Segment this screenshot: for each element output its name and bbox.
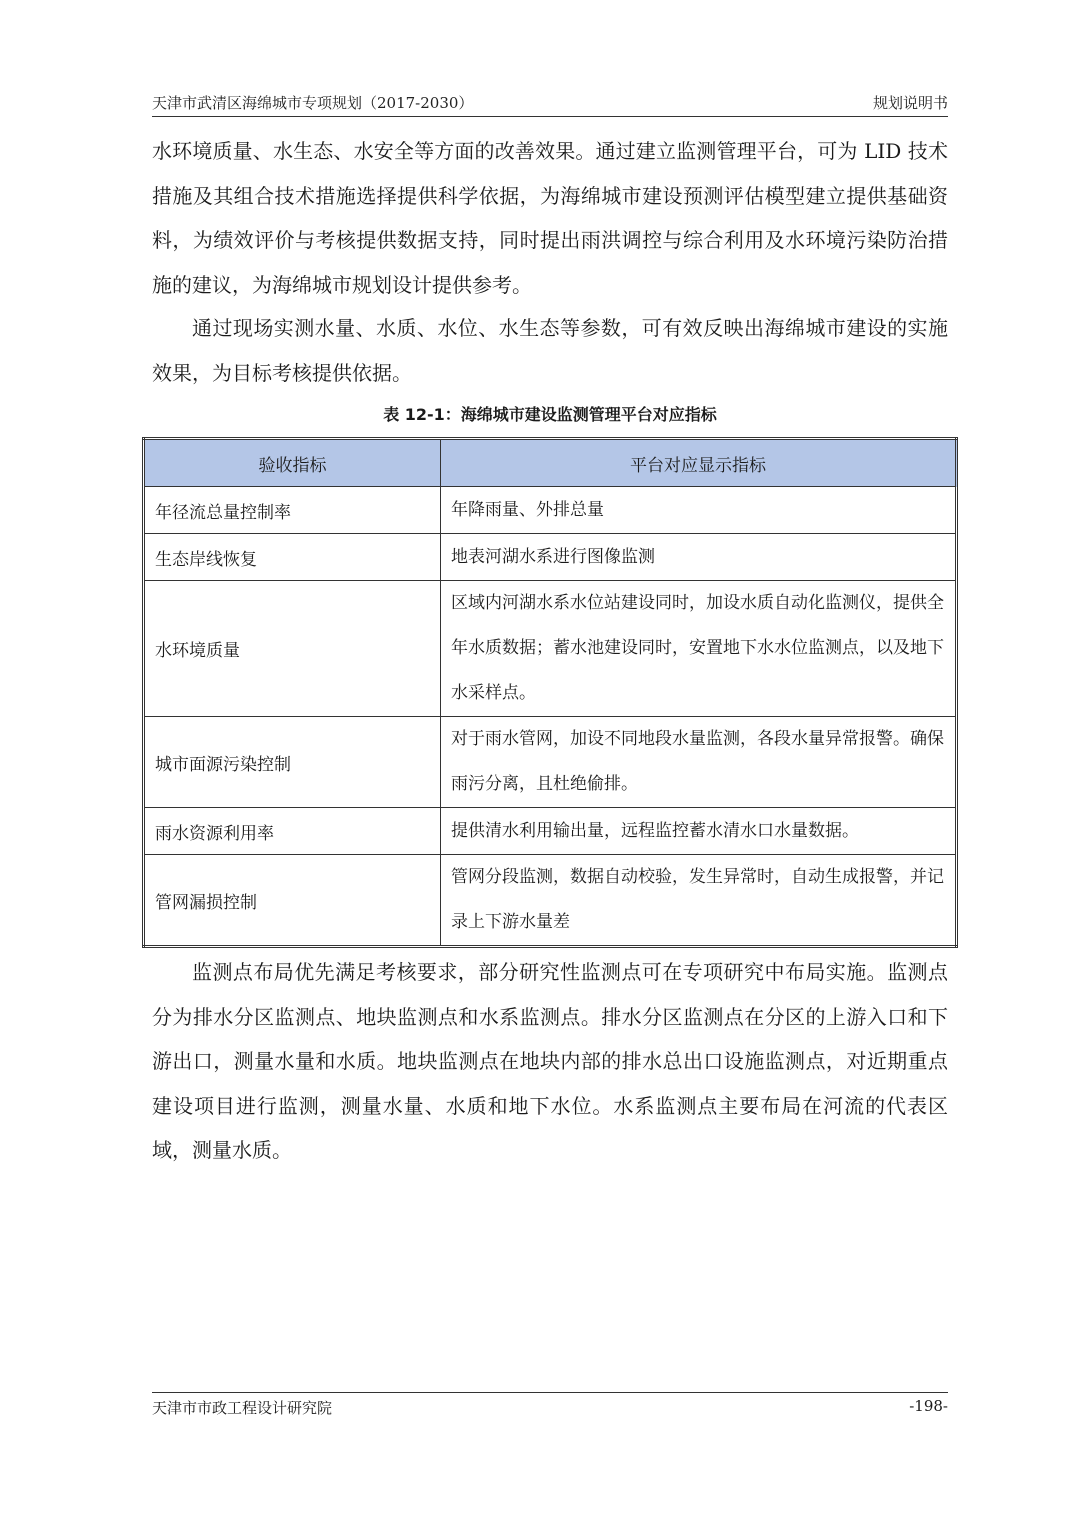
display-cell: 对于雨水管网，加设不同地段水量监测，各段水量异常报警。确保雨污分离，且杜绝偷排。: [441, 717, 957, 808]
indicator-cell: 水环境质量: [144, 581, 441, 717]
paragraph-1: 水环境质量、水生态、水安全等方面的改善效果。通过建立监测管理平台，可为 LID 技术措施及其组合技术措施选择提供科学依据，为海绵城市建设预测评估模型建立提供基础资料，为绩效评价与考核提供数据支持，同时提出雨洪调控与综合利用及水环境污染防治措施的建议，为海绵城市规划设计提供参考。: [152, 139, 948, 297]
document-title: 天津市武清区海绵城市专项规划（2017-2030）: [152, 94, 474, 112]
indicator-cell: 城市面源污染控制: [144, 717, 441, 808]
display-cell: 提供清水利用输出量，远程监控蓄水清水口水量数据。: [441, 808, 957, 855]
indicator-cell: 雨水资源利用率: [144, 808, 441, 855]
column-header-display: 平台对应显示指标: [441, 439, 957, 487]
table-row: [144, 581, 957, 717]
table-header-row: [144, 439, 957, 487]
page-header: [152, 92, 948, 117]
display-cell: 地表河湖水系进行图像监测: [441, 534, 957, 581]
display-cell: 年降雨量、外排总量: [441, 487, 957, 534]
organization-name: 天津市市政工程设计研究院: [152, 1399, 333, 1417]
paragraph-3: 监测点布局优先满足考核要求，部分研究性监测点可在专项研究中布局实施。监测点分为排水分区监测点、地块监测点和水系监测点。排水分区监测点在分区的上游入口和下游出口，测量水量和水质。地块监测点在地块内部的排水总出口设施监测点，对近期重点建设项目进行监测，测量水量、水质和地下水位。水系监测点主要布局在河流的代表区域，测量水质。: [152, 960, 948, 1162]
table-row: [144, 855, 957, 947]
indicator-cell: 生态岸线恢复: [144, 534, 441, 581]
column-header-indicator: 验收指标: [144, 439, 441, 487]
metrics-table: [142, 437, 958, 948]
table-row: [144, 487, 957, 534]
page-footer: [152, 1392, 948, 1423]
table-row: [144, 808, 957, 855]
document-type: 规划说明书: [872, 94, 948, 112]
page-number: -198-: [909, 1397, 948, 1415]
paragraph-2: 通过现场实测水量、水质、水位、水生态等参数，可有效反映出海绵城市建设的实施效果，为目标考核提供依据。: [152, 316, 948, 385]
indicator-cell: 年径流总量控制率: [144, 487, 441, 534]
table-caption: 表 12-1：海绵城市建设监测管理平台对应指标: [383, 405, 717, 424]
table-row: [144, 717, 957, 808]
indicator-cell: 管网漏损控制: [144, 855, 441, 947]
display-cell: 区域内河湖水系水位站建设同时，加设水质自动化监测仪，提供全年水质数据；蓄水池建设同时，安置地下水水位监测点，以及地下水采样点。: [441, 581, 957, 717]
table-row: [144, 534, 957, 581]
display-cell: 管网分段监测，数据自动校验，发生异常时，自动生成报警，并记录上下游水量差: [441, 855, 957, 947]
